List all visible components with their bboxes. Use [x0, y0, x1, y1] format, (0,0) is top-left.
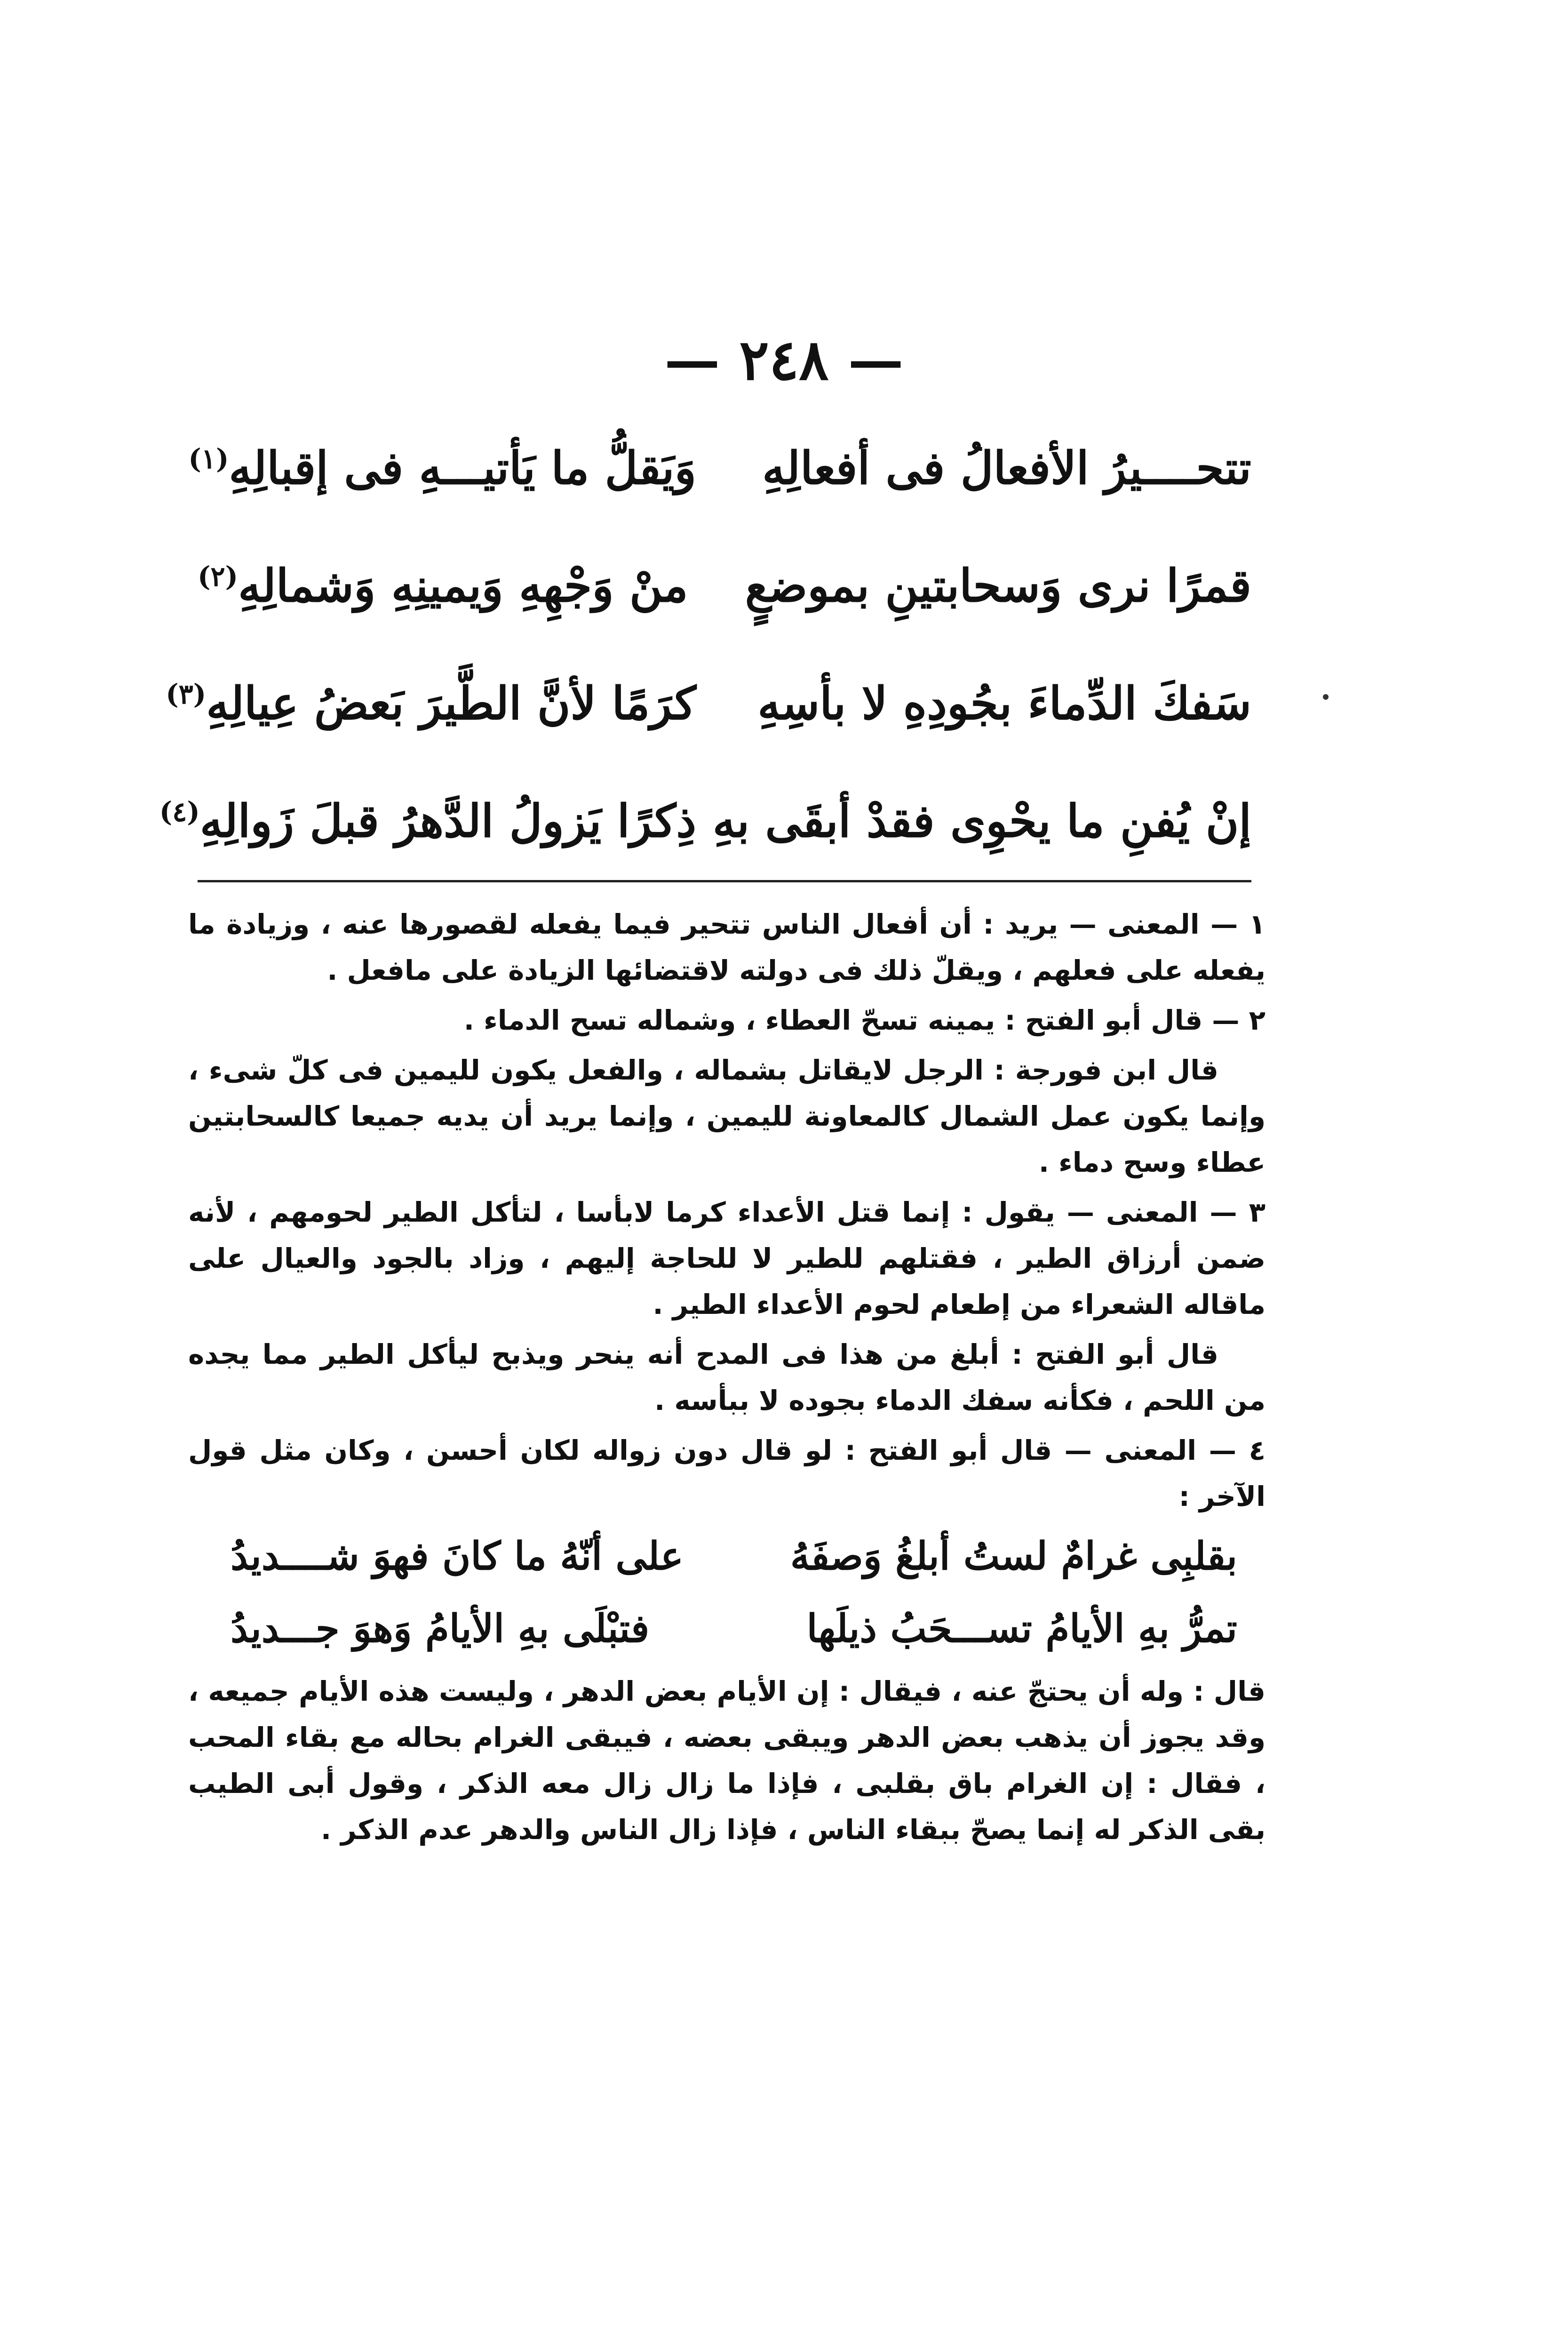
- footnote-4-commentary: قال : وله أن يحتجّ عنه ، فيقال : إن الأيام بعض الدهر ، وليست هذه الأيام جميعه ، وقد يجوز أن يذهب بعض الدهر ويبقى بعضه ، فيبقى الغرام بحاله مع بقاء المحب ، فقال : إن الغرام باق بقلبى ، فإذا ما زال زال معه الذكر ، وقول أبى الطيب بقى الذكر له إنما يصحّ ببقاء الناس ، فإذا زال الناس والدهر عدم الذكر .: [188, 1675, 1266, 1846]
- footnote-1: ١ — المعنى — يريد : أن أفعال الناس تتحير فيما يفعله لقصورها عنه ، وزيادة ما يفعله على فعلهم ، ويقلّ ذلك فى دولته لاقتضائها الزيادة على مافعل .: [188, 908, 1266, 986]
- hemistich-second: [188, 433, 696, 504]
- hemistich-first: سَفكَ الدِّماءَ بجُودِهِ لا بأسِهِ: [757, 677, 1251, 730]
- verse-1: [188, 414, 1251, 532]
- hemistich-second: على أنّهُ ما كانَ فهوَ شــــديدُ: [231, 1534, 684, 1579]
- poem: [159, 414, 1251, 885]
- footnote-marker: (٣): [166, 678, 207, 710]
- hemistich-text: وَيَقلُّ ما يَأتيـــهِ فى إقبالِهِ: [229, 441, 696, 495]
- hemistich-second: فتبْلَى بهِ الأيامُ وَهوَ جـــديدُ: [231, 1606, 650, 1651]
- footnote-marker: (١): [188, 443, 229, 475]
- hemistich-second: [166, 668, 696, 739]
- footnote-3-commentary: قال أبو الفتح : أبلغ من هذا فى المدح أنه ينحر ويذبح ليأكل الطير مما يجده من اللحم ، فكأنه سفك الدماء بجوده لا ببأسه .: [188, 1338, 1266, 1416]
- verse-4: [159, 767, 1251, 885]
- hemistich-second: [159, 786, 696, 856]
- footnote-4: ٤ — المعنى — قال أبو الفتح : لو قال دون زواله لكان أحسن ، وكان مثل قول الآخر :: [188, 1434, 1266, 1512]
- footnotes: [188, 901, 1266, 1856]
- footnote-2-commentary: قال ابن فورجة : الرجل لايقاتل بشماله ، والفعل يكون لليمين فى كلّ شىء ، وإنما يكون عمل الشمال كالمعاونة لليمين ، وإنما يريد أن يديه جميعا كالسحابتين عطاء وسح دماء .: [188, 1054, 1266, 1178]
- verse-3: [166, 649, 1251, 767]
- hemistich-text: ذِكرًا يَزولُ الدَّهرُ قبلَ زَوالِهِ: [199, 794, 696, 848]
- hemistich-text: كرَمًا لأنَّ الطَّيرَ بَعضُ عِيالِهِ: [206, 677, 696, 730]
- page-number: — ٢٤٨ —: [664, 327, 904, 392]
- footnote-3: ٣ — المعنى — يقول : إنما قتل الأعداء كرما لابأسا ، لتأكل الطير لحومهم ، لأنه ضمن أرزاق الطير ، فقتلهم للطير لا للحاجة إليهم ، وزاد بالجود والعيال على ماقاله الشعراء من إطعام لحوم الأعداء الطير .: [188, 1196, 1266, 1320]
- footnote-marker: (٤): [159, 796, 200, 828]
- hemistich-first: قمرًا نرى وَسحابتينِ بموضعٍ: [745, 559, 1251, 612]
- verse-2: [198, 532, 1251, 649]
- hemistich-first: تمرُّ بهِ الأيامُ تســـحَبُ ذيلَها: [806, 1606, 1237, 1651]
- margin-mark: [1323, 694, 1329, 700]
- footnote-divider: [198, 880, 1251, 882]
- quoted-verse-1: [188, 1523, 1266, 1594]
- footnote-marker: (٢): [198, 560, 239, 592]
- hemistich-first: بقلبِى غرامٌ لستُ أبلغُ وَصفَهُ: [790, 1534, 1237, 1579]
- hemistich-first: تتحــــيرُ الأفعالُ فى أفعالِهِ: [762, 441, 1251, 495]
- hemistich-second: [198, 551, 696, 621]
- footnote-2: ٢ — قال أبو الفتح : يمينه تسحّ العطاء ، وشماله تسح الدماء .: [463, 1004, 1266, 1036]
- quoted-verse-2: [188, 1596, 1266, 1666]
- hemistich-text: منْ وَجْهِهِ وَيمينِهِ وَشمالِهِ: [238, 559, 688, 612]
- hemistich-first: إنْ يُفنِ ما يحْوِى فقدْ أبقَى بهِ: [712, 794, 1251, 848]
